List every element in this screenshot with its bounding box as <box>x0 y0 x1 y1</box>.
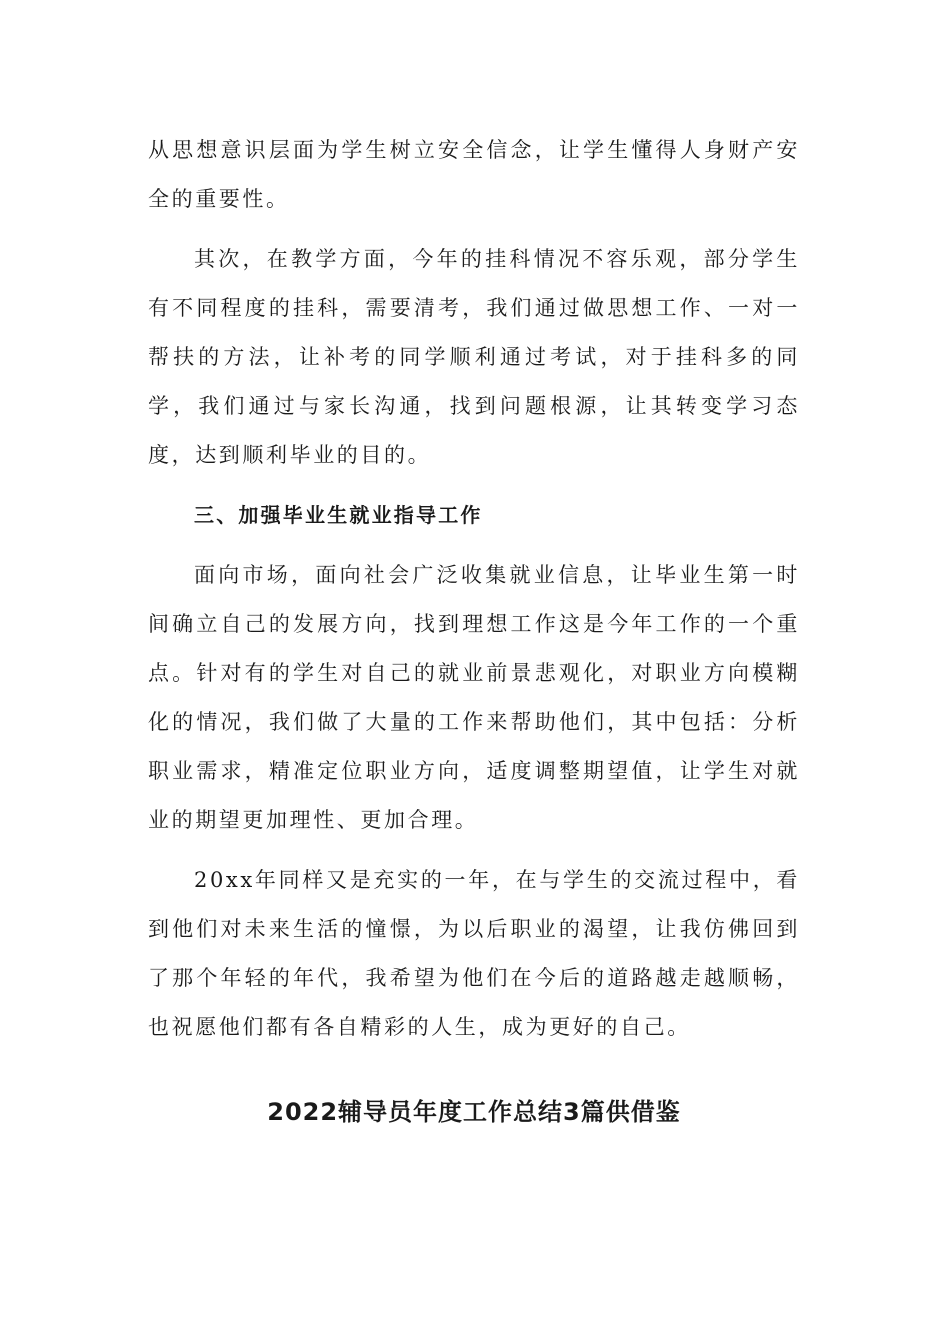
paragraph-year-reflection: 20xx年同样又是充实的一年，在与学生的交流过程中，看到他们对未来生活的憧憬，为以后职业的渴望，让我仿佛回到了那个年轻的年代，我希望为他们在今后的道路越走越顺畅，也祝愿他们都有各自精彩的人生，成为更好的自己。 <box>148 868 800 1039</box>
section-heading-employment-guidance: 三、加强毕业生就业指导工作 <box>194 503 483 527</box>
paragraph-employment: 面向市场，面向社会广泛收集就业信息，让毕业生第一时间确立自己的发展方向，找到理想工作这是今年工作的一个重点。针对有的学生对自己的就业前景悲观化，对职业方向模糊化的情况，我们做了大量的工作来帮助他们，其中包括：分析职业需求，精准定位职业方向，适度调整期望值，让学生对就业的期望更加理性、更加合理。 <box>148 563 800 832</box>
document-body <box>148 126 800 1063</box>
paragraph-teaching: 其次，在教学方面，今年的挂科情况不容乐观，部分学生有不同程度的挂科，需要清考，我们通过做思想工作、一对一帮扶的方法，让补考的同学顺利通过考试，对于挂科多的同学，我们通过与家长沟通，找到问题根源，让其转变学习态度，达到顺利毕业的目的。 <box>148 247 800 467</box>
document-title: 2022辅导员年度工作总结3篇供借鉴 <box>267 1098 681 1126</box>
paragraph-safety-awareness: 从思想意识层面为学生树立安全信念，让学生懂得人身财产安全的重要性。 <box>148 138 800 211</box>
